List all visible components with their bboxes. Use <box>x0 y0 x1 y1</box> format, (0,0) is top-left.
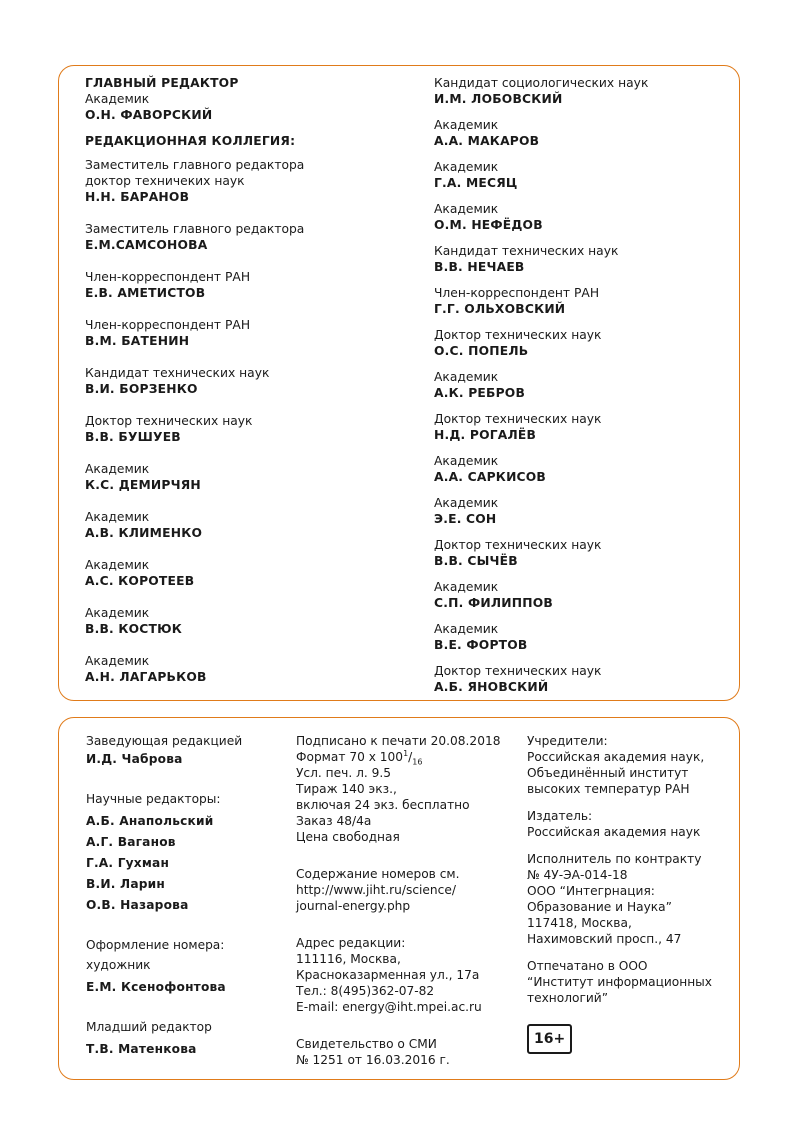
founders-column <box>527 733 727 1054</box>
member-name: А.Б. ЯНОВСКИЙ <box>434 680 549 694</box>
contractor-line: ООО “Интегрнация: <box>527 884 655 898</box>
board-member <box>434 243 734 275</box>
member-name: В.В. БУШУЕВ <box>85 430 181 444</box>
member-name: А.В. КЛИМЕНКО <box>85 526 203 540</box>
member-role: Академик <box>434 202 499 216</box>
member-name: В.В. НЕЧАЕВ <box>434 260 525 274</box>
member-role: Член-корреспондент РАН <box>85 318 251 332</box>
address-line: Красноказарменная ул., 17а <box>296 968 480 982</box>
board-column-left <box>85 75 415 685</box>
contents-text: Содержание номеров см. <box>296 867 460 881</box>
science-editor-name: Г.А. Гухман <box>86 856 170 870</box>
board-member <box>85 413 415 445</box>
design-role: художник <box>86 958 151 972</box>
member-name: В.В. СЫЧЁВ <box>434 554 518 568</box>
print-sheets: Усл. печ. л. 9.5 <box>296 766 392 780</box>
staff-column <box>86 733 286 1060</box>
contractor-line: Нахимовский просп., 47 <box>527 932 682 946</box>
member-role: Академик <box>85 558 150 572</box>
free-copies: включая 24 экз. бесплатно <box>296 798 470 812</box>
board-member <box>85 365 415 397</box>
board-member <box>434 159 734 191</box>
board-member <box>434 495 734 527</box>
media-certificate: Свидетельство о СМИ <box>296 1037 437 1051</box>
board-member <box>85 605 415 637</box>
board-member <box>85 269 415 301</box>
member-name: Н.Н. БАРАНОВ <box>85 190 190 204</box>
board-member <box>434 411 734 443</box>
science-editor-name: А.Б. Анапольский <box>86 814 214 828</box>
order-number: Заказ 48/4а <box>296 814 372 828</box>
design-label: Оформление номера: <box>86 938 225 952</box>
member-role: Академик <box>85 606 150 620</box>
board-member <box>85 221 415 253</box>
member-name: А.А. САРКИСОВ <box>434 470 547 484</box>
member-role: Академик <box>434 454 499 468</box>
design-name: Е.М. Ксенофонтова <box>86 980 226 994</box>
board-member <box>434 579 734 611</box>
board-member <box>434 117 734 149</box>
member-role: Академик <box>434 496 499 510</box>
board-member <box>434 285 734 317</box>
board-member <box>85 157 415 205</box>
science-editor-name: А.Г. Ваганов <box>86 835 176 849</box>
board-member <box>434 75 734 107</box>
address-label: Адрес редакции: <box>296 936 406 950</box>
member-role: Доктор технических наук <box>434 538 602 552</box>
member-role: Академик <box>434 118 499 132</box>
member-role: Академик <box>434 580 499 594</box>
member-role: Кандидат технических наук <box>85 366 270 380</box>
founders-label: Учредители: <box>527 734 608 748</box>
member-name: В.И. БОРЗЕНКО <box>85 382 198 396</box>
board-member <box>434 621 734 653</box>
member-name: О.М. НЕФЁДОВ <box>434 218 543 232</box>
member-name: Н.Д. РОГАЛЁВ <box>434 428 537 442</box>
head-editor-name: И.Д. Чаброва <box>86 752 183 766</box>
publisher-label: Издатель: <box>527 809 593 823</box>
founder-line: высоких температур РАН <box>527 782 690 796</box>
member-role: Доктор технических наук <box>434 412 602 426</box>
member-role: доктор техничеких наук <box>85 174 245 188</box>
member-name: В.В. КОСТЮК <box>85 622 182 636</box>
science-editor-name: О.В. Назарова <box>86 898 189 912</box>
email-link[interactable]: E-mail: energy@iht.mpei.ac.ru <box>296 1000 482 1014</box>
member-name: А.К. РЕБРОВ <box>434 386 526 400</box>
contractor-line: Образование и Наука” <box>527 900 672 914</box>
board-member <box>85 653 415 685</box>
member-role: Академик <box>85 510 150 524</box>
signed-date: Подписано к печати 20.08.2018 <box>296 734 501 748</box>
contractor-line: № 4У-ЭА-014-18 <box>527 868 628 882</box>
member-name: В.Е. ФОРТОВ <box>434 638 528 652</box>
board-member <box>434 453 734 485</box>
member-name: А.Н. ЛАГАРЬКОВ <box>85 670 207 684</box>
board-member <box>434 327 734 359</box>
printed-by-line: Отпечатано в ООО <box>527 959 648 973</box>
member-role: Доктор технических наук <box>85 414 253 428</box>
member-name: Е.М.САМСОНОВА <box>85 238 208 252</box>
member-role: Доктор технических наук <box>434 328 602 342</box>
junior-editor-name: Т.В. Матенкова <box>86 1042 197 1056</box>
printed-by-line: технологий” <box>527 991 609 1005</box>
founder-line: Объединённый институт <box>527 766 689 780</box>
board-member <box>85 461 415 493</box>
member-name: И.М. ЛОБОВСКИЙ <box>434 92 563 106</box>
board-member <box>434 201 734 233</box>
member-role: Академик <box>434 622 499 636</box>
address-line: 111116, Москва, <box>296 952 401 966</box>
member-role: Кандидат технических наук <box>434 244 619 258</box>
head-editor-label: Заведующая редакцией <box>86 734 243 748</box>
member-role: Академик <box>434 370 499 384</box>
contents-link[interactable]: journal-energy.php <box>296 899 411 913</box>
chief-editor-name: О.Н. ФАВОРСКИЙ <box>85 108 213 122</box>
price: Цена свободная <box>296 830 400 844</box>
chief-editor-role: Академик <box>85 92 150 106</box>
founder-line: Российская академия наук, <box>527 750 705 764</box>
board-member <box>85 509 415 541</box>
print-format: Формат 70 х $100^1/_{16}$ <box>296 748 423 767</box>
member-name: Г.А. МЕСЯЦ <box>434 176 518 190</box>
phone: Тел.: 8(495)362-07-82 <box>296 984 435 998</box>
board-member <box>85 557 415 589</box>
member-name: Е.В. АМЕТИСТОВ <box>85 286 206 300</box>
member-role: Доктор технических наук <box>434 664 602 678</box>
contractor-label: Исполнитель по контракту <box>527 852 702 866</box>
board-column-right <box>434 75 734 695</box>
member-role: Кандидат социологических наук <box>434 76 649 90</box>
board-member <box>434 537 734 569</box>
board-member <box>434 663 734 695</box>
science-editors-label: Научные редакторы: <box>86 792 221 806</box>
contents-link[interactable]: http://www.jiht.ru/science/ <box>296 883 456 897</box>
junior-editor-label: Младший редактор <box>86 1020 212 1034</box>
editorial-board-heading: РЕДАКЦИОННАЯ КОЛЛЕГИЯ: <box>85 134 296 148</box>
chief-editor-heading: ГЛАВНЫЙ РЕДАКТОР <box>85 76 239 90</box>
member-role: Заместитель главного редактора <box>85 158 305 172</box>
member-name: С.П. ФИЛИППОВ <box>434 596 553 610</box>
member-name: А.А. МАКАРОВ <box>434 134 540 148</box>
member-name: Э.Е. СОН <box>434 512 497 526</box>
member-name: А.С. КОРОТЕЕВ <box>85 574 195 588</box>
member-role: Академик <box>434 160 499 174</box>
member-name: Г.Г. ОЛЬХОВСКИЙ <box>434 302 566 316</box>
publisher-name: Российская академия наук <box>527 825 701 839</box>
print-details-column <box>296 733 518 1068</box>
board-member <box>434 369 734 401</box>
age-rating-badge: 16+ <box>527 1024 572 1054</box>
member-name: К.С. ДЕМИРЧЯН <box>85 478 201 492</box>
board-member <box>85 317 415 349</box>
member-role: Член-корреспондент РАН <box>434 286 600 300</box>
member-role: Заместитель главного редактора <box>85 222 305 236</box>
circulation: Тираж 140 экз., <box>296 782 397 796</box>
member-name: О.С. ПОПЕЛЬ <box>434 344 529 358</box>
member-role: Член-корреспондент РАН <box>85 270 251 284</box>
printed-by-line: “Институт информационных <box>527 975 713 989</box>
contractor-line: 117418, Москва, <box>527 916 632 930</box>
science-editor-name: В.И. Ларин <box>86 877 166 891</box>
member-role: Академик <box>85 462 150 476</box>
member-role: Академик <box>85 654 150 668</box>
member-name: В.М. БАТЕНИН <box>85 334 190 348</box>
media-certificate: № 1251 от 16.03.2016 г. <box>296 1053 450 1067</box>
